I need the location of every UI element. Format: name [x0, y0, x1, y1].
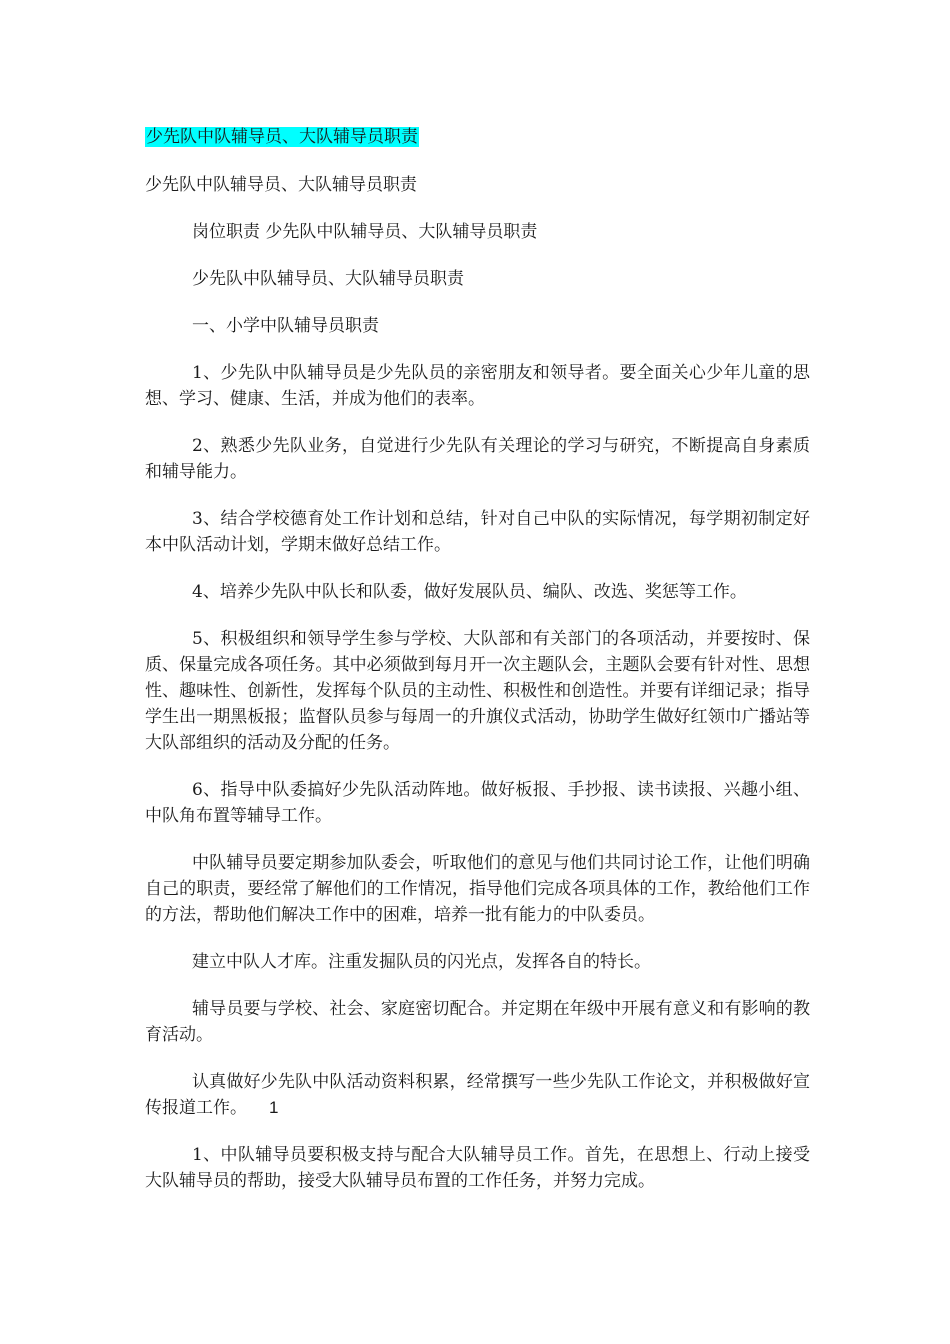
highlighted-title-line — [145, 124, 810, 150]
paragraph-talent-pool: 建立中队人才库。注重发掘队员的闪光点，发挥各自的特长。 — [192, 952, 651, 972]
document-title: 少先队中队辅导员、大队辅导员职责 — [145, 175, 417, 195]
paragraph-records — [145, 1069, 810, 1121]
paragraph-subtitle: 少先队中队辅导员、大队辅导员职责 — [192, 269, 464, 289]
paragraph-item-1: 1、少先队中队辅导员是少先队员的亲密朋友和领导者。要全面关心少年儿童的思想、学习、健康、生活，并成为他们的表率。 — [145, 363, 810, 409]
highlighted-title: 少先队中队辅导员、大队辅导员职责 — [146, 127, 418, 147]
paragraph-item-4: 4、培养少先队中队长和队委，做好发展队员、编队、改选、奖惩等工作。 — [192, 582, 747, 602]
paragraph-support-brigade: 1、中队辅导员要积极支持与配合大队辅导员工作。首先，在思想上、行动上接受大队辅导员的帮助，接受大队辅导员布置的工作任务，并努力完成。 — [145, 1145, 810, 1191]
paragraph-item-2: 2、熟悉少先队业务，自觉进行少先队有关理论的学习与研究，不断提高自身素质和辅导能力。 — [145, 436, 810, 482]
paragraph-job-duty-heading: 岗位职责 少先队中队辅导员、大队辅导员职责 — [192, 222, 538, 242]
paragraph-item-3: 3、结合学校德育处工作计划和总结，针对自己中队的实际情况，每学期初制定好本中队活动计划，学期末做好总结工作。 — [145, 509, 810, 555]
paragraph-records-text: 认真做好少先队中队活动资料积累，经常撰写一些少先队工作论文，并积极做好宣传报道工作。 — [145, 1072, 810, 1118]
document-page — [145, 124, 810, 1194]
paragraph-item-6: 6、指导中队委搞好少先队活动阵地。做好板报、手抄报、读书读报、兴趣小组、中队角布置等辅导工作。 — [145, 780, 810, 826]
paragraph-committee: 中队辅导员要定期参加队委会，听取他们的意见与他们共同讨论工作，让他们明确自己的职责，要经常了解他们的工作情况，指导他们完成各项具体的工作，教给他们工作的方法，帮助他们解决工作中的困难，培养一批有能力的中队委员。 — [145, 853, 810, 925]
paragraph-item-5: 5、积极组织和领导学生参与学校、大队部和有关部门的各项活动，并要按时、保质、保量完成各项任务。其中必须做到每月开一次主题队会，主题队会要有针对性、思想性、趣味性、创新性，发挥每个队员的主动性、积极性和创造性。并要有详细记录；指导学生出一期黑板报；监督队员参与每周一的升旗仪式活动，协助学生做好红领巾广播站等大队部组织的活动及分配的任务。 — [145, 629, 810, 753]
paragraph-cooperation: 辅导员要与学校、社会、家庭密切配合。并定期在年级中开展有意义和有影响的教育活动。 — [145, 999, 810, 1045]
page-number: 1 — [269, 1098, 279, 1117]
section-heading-primary-counselor: 一、小学中队辅导员职责 — [192, 316, 379, 336]
